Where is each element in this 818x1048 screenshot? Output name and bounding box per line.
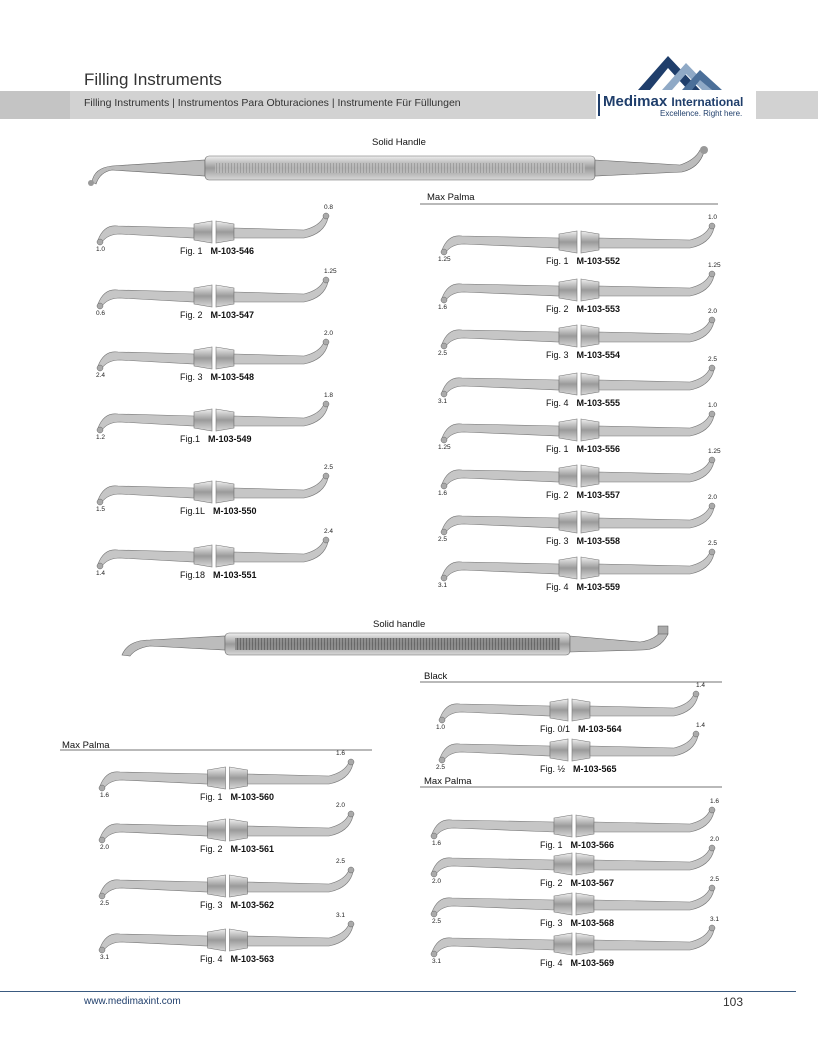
product-code: M-103-564: [578, 724, 622, 734]
figure-label: [200, 792, 274, 802]
figure-number: Fig. 1: [200, 792, 223, 802]
tip-size-left: 1.25: [438, 256, 451, 263]
instrument-m-103-566: [431, 807, 715, 839]
figure-label: [546, 490, 620, 500]
instrument-m-103-557: [441, 457, 715, 489]
tip-size-left: 3.1: [100, 954, 110, 961]
tip-size-left: 2.5: [100, 900, 110, 907]
figure-label: [546, 536, 620, 546]
page-title: Filling Instruments: [84, 70, 222, 89]
figure-label: [540, 958, 614, 968]
tip-size-right: 1.0: [708, 214, 718, 221]
figure-label: [540, 918, 614, 928]
figure-label: [546, 444, 620, 454]
solid-handle-instrument-1: [88, 146, 708, 186]
product-code: M-103-553: [576, 304, 621, 314]
tip-size-right: 1.4: [696, 722, 706, 729]
figure-number: Fig. 2: [546, 490, 569, 500]
product-code: M-103-547: [210, 310, 255, 320]
product-code: M-103-549: [208, 434, 252, 444]
instrument-m-103-551: [97, 537, 329, 569]
product-code: M-103-559: [576, 582, 621, 592]
figure-label: [200, 900, 274, 910]
figure-number: Fig. 3: [540, 918, 563, 928]
figure-label: [200, 844, 274, 854]
figure-number: Fig. 4: [200, 954, 223, 964]
instrument-m-103-546: [97, 213, 329, 245]
tip-size-left: 1.4: [96, 570, 106, 577]
figure-number: Fig. 1: [180, 246, 203, 256]
figure-number: Fig. 1: [546, 256, 569, 266]
instrument-m-103-549: [97, 401, 329, 433]
figure-number: Fig.1L: [180, 506, 206, 516]
product-code: M-103-561: [230, 844, 275, 854]
instrument-m-103-561: [99, 811, 354, 843]
figure-number: Fig. 1: [540, 840, 563, 850]
tip-size-right: 1.4: [696, 682, 706, 689]
product-code: M-103-546: [210, 246, 255, 256]
section-max-palma-left: Max Palma: [62, 740, 110, 751]
figure-label: [540, 878, 614, 888]
tip-size-right: 2.0: [336, 802, 346, 809]
figure-label: [540, 724, 622, 734]
tip-size-left: 2.5: [436, 764, 446, 771]
instrument-m-103-559: [441, 549, 715, 581]
product-code: M-103-558: [576, 536, 621, 546]
tip-size-left: 3.1: [438, 398, 448, 405]
tip-size-left: 2.5: [438, 536, 448, 543]
figure-number: Fig. 1: [546, 444, 569, 454]
tip-size-left: 3.1: [432, 958, 442, 965]
tip-size-left: 1.0: [96, 246, 106, 253]
tip-size-left: 2.5: [438, 350, 448, 357]
instrument-m-103-547: [97, 277, 329, 309]
tip-size-right: 2.0: [708, 494, 718, 501]
product-code: M-103-567: [570, 878, 615, 888]
figure-label: [546, 350, 620, 360]
figure-label: [180, 372, 254, 382]
figure-number: Fig. 3: [200, 900, 223, 910]
figure-number: Fig.1: [180, 434, 201, 444]
tip-size-right: 1.25: [708, 262, 721, 269]
tip-size-left: 0.6: [96, 310, 106, 317]
figure-number: Fig. ½: [540, 764, 566, 774]
figure-number: Fig.18: [180, 570, 206, 580]
tip-size-left: 2.0: [100, 844, 110, 851]
instrument-m-103-550: [97, 473, 329, 505]
instrument-m-103-553: [441, 271, 715, 303]
solid-handle-instrument-2: [122, 626, 668, 656]
tip-size-right: 0.8: [324, 204, 334, 211]
product-code: M-103-563: [230, 954, 275, 964]
instrument-m-103-558: [441, 503, 715, 535]
tip-size-left: 3.1: [438, 582, 448, 589]
tip-size-left: 1.6: [438, 490, 448, 497]
figure-label: [546, 256, 620, 266]
figure-number: Fig. 2: [546, 304, 569, 314]
tip-size-right: 2.0: [324, 330, 334, 337]
section-solid-handle-1: Solid Handle: [372, 137, 426, 148]
tip-size-right: 3.1: [336, 912, 346, 919]
product-code: M-103-554: [576, 350, 621, 360]
figure-label: [546, 398, 620, 408]
product-code: M-103-557: [576, 490, 621, 500]
figure-number: Fig. 2: [200, 844, 223, 854]
figure-number: Fig. 2: [540, 878, 563, 888]
tip-size-right: 2.5: [324, 464, 334, 471]
section-solid-handle-2: Solid handle: [373, 619, 426, 630]
instrument-m-103-563: [99, 921, 354, 953]
product-code: M-103-560: [230, 792, 275, 802]
product-code: M-103-562: [230, 900, 275, 910]
figure-label: [180, 434, 252, 444]
tip-size-right: 2.0: [708, 308, 718, 315]
product-code: M-103-568: [570, 918, 615, 928]
figure-number: Fig. 4: [540, 958, 563, 968]
section-max-palma-top: Max Palma: [427, 192, 475, 203]
figure-label: [200, 954, 274, 964]
page-subtitle: Filling Instruments | Instrumentos Para Obturaciones | Instrumente Für Füllungen: [84, 97, 461, 109]
instrument-m-103-565: [439, 731, 699, 763]
instrument-m-103-569: [431, 925, 715, 957]
tip-size-right: 2.5: [710, 876, 720, 883]
tip-size-left: 1.2: [96, 434, 106, 441]
tip-size-left: 1.6: [432, 840, 442, 847]
tip-size-right: 1.25: [708, 448, 721, 455]
instrument-m-103-568: [431, 885, 715, 917]
figure-number: Fig. 3: [546, 536, 569, 546]
tip-size-right: 3.1: [710, 916, 720, 923]
tip-size-left: 1.5: [96, 506, 106, 513]
instrument-m-103-548: [97, 339, 329, 371]
tip-size-right: 1.6: [710, 798, 720, 805]
product-code: M-103-551: [213, 570, 257, 580]
figure-number: Fig. 3: [180, 372, 203, 382]
tip-size-right: 2.5: [336, 858, 346, 865]
tip-size-right: 1.0: [708, 402, 718, 409]
tip-size-left: 2.5: [432, 918, 442, 925]
tip-size-right: 1.8: [324, 392, 334, 399]
figure-number: Fig. 4: [546, 582, 569, 592]
figure-label: [546, 582, 620, 592]
brand-name-suffix: International: [671, 95, 744, 109]
tip-size-left: 2.0: [432, 878, 442, 885]
figure-label: [546, 304, 620, 314]
product-code: M-103-550: [213, 506, 257, 516]
tip-size-right: 2.5: [708, 356, 718, 363]
product-code: M-103-569: [570, 958, 615, 968]
tip-size-left: 2.4: [96, 372, 106, 379]
figure-label: [540, 840, 614, 850]
instrument-m-103-564: [439, 691, 699, 723]
figure-number: Fig. 2: [180, 310, 203, 320]
instrument-m-103-562: [99, 867, 354, 899]
product-code: M-103-548: [210, 372, 255, 382]
tip-size-right: 2.4: [324, 528, 334, 535]
instrument-m-103-554: [441, 317, 715, 349]
instrument-m-103-552: [441, 223, 715, 255]
figure-label: [180, 506, 257, 516]
tip-size-left: 1.6: [438, 304, 448, 311]
brand-tagline: Excellence. Right here.: [660, 109, 743, 118]
product-code: M-103-565: [573, 764, 617, 774]
product-code: M-103-556: [576, 444, 621, 454]
tip-size-right: 1.25: [324, 268, 337, 275]
product-code: M-103-552: [576, 256, 621, 266]
figure-label: [180, 310, 254, 320]
tip-size-left: 1.0: [436, 724, 446, 731]
figure-number: Fig. 4: [546, 398, 569, 408]
product-code: M-103-566: [570, 840, 615, 850]
footer-rule: [0, 991, 796, 992]
figure-label: [540, 764, 617, 774]
section-black: Black: [424, 671, 448, 682]
brand-name-main: Medimax: [603, 93, 668, 110]
figure-label: [180, 246, 254, 256]
instrument-m-103-556: [441, 411, 715, 443]
tip-size-right: 2.5: [708, 540, 718, 547]
figure-number: Fig. 3: [546, 350, 569, 360]
tip-size-left: 1.25: [438, 444, 451, 451]
section-max-palma-right: Max Palma: [424, 776, 472, 787]
tip-size-right: 1.6: [336, 750, 346, 757]
tip-size-left: 1.6: [100, 792, 110, 799]
instrument-m-103-555: [441, 365, 715, 397]
instrument-m-103-560: [99, 759, 354, 791]
product-code: M-103-555: [576, 398, 621, 408]
page-number: 103: [723, 995, 744, 1009]
figure-label: [180, 570, 257, 580]
footer-url: www.medimaxint.com: [84, 996, 181, 1007]
figure-number: Fig. 0/1: [540, 724, 571, 734]
tip-size-right: 2.0: [710, 836, 720, 843]
